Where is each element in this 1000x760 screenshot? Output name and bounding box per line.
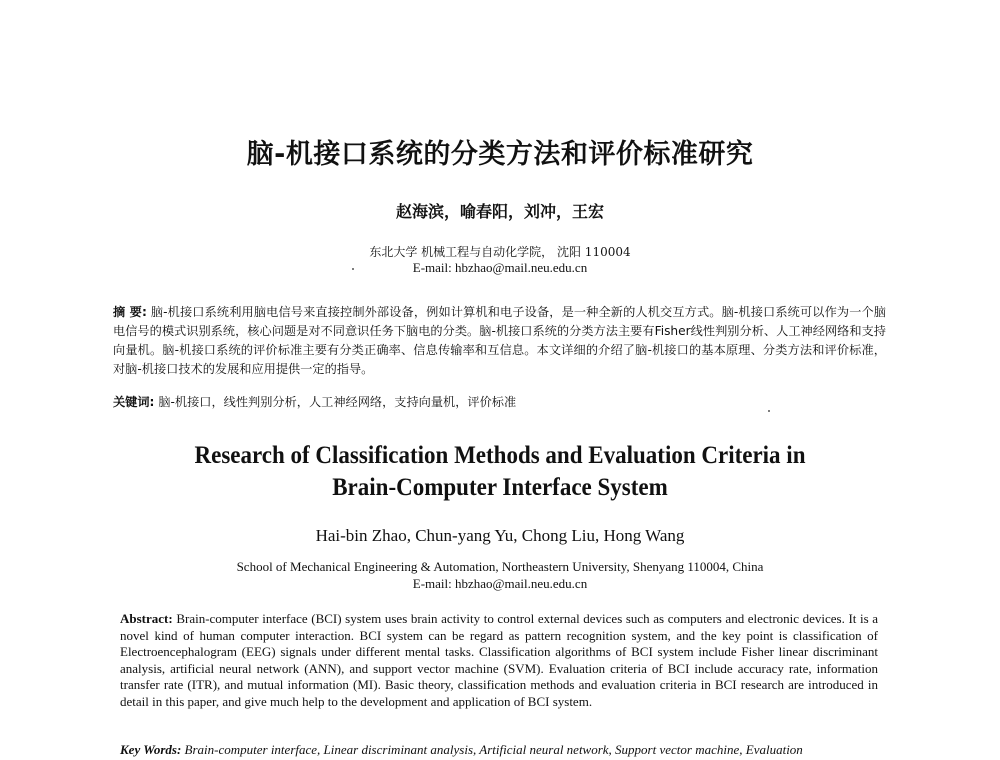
english-abstract-text: Brain-computer interface (BCI) system uses brain activity to control external devices such as computers and electronic devices. It is a novel kind of human computer interaction. BCI system can be regard as pattern recognition system, and the key point is classification of Electroencephalogram (EEG) signals under different mental tasks. Classification algorithms of BCI system include Fisher linear discriminant analysis, artificial neural network (ANN), and support vector machine (SVM). Evaluation criteria of BCI include accuracy rate, information transfer rate (ITR), and mutual information (MI). Basic theory, classification methods and evaluation criteria in BCI research are introduced in detail in this paper, and give much help to the development and application of BCI system. <box>120 611 878 709</box>
chinese-keywords-label: 关键词: <box>113 395 155 409</box>
english-email: E-mail: hbzhao@mail.neu.edu.cn <box>412 576 588 591</box>
chinese-authors: 赵海滨，喻春阳，刘冲，王宏 <box>395 202 604 221</box>
english-keywords-text: Brain-computer interface, Linear discriminant analysis, Artificial neural network, Support vector machine, Evaluation <box>184 742 803 757</box>
english-title-line-1: Research of Classification Methods and Evaluation Criteria in <box>194 442 806 469</box>
chinese-abstract-label: 摘 要: <box>113 305 147 319</box>
english-title-line-2: Brain-Computer Interface System <box>332 474 668 501</box>
chinese-abstract-text: 脑-机接口系统利用脑电信号来直接控制外部设备，例如计算机和电子设备，是一种全新的人机交互方式。脑-机接口系统可以作为一个脑电信号的模式识别系统，核心问题是对不同意识任务下脑电的分类。脑-机接口系统的分类方法主要有Fisher线性判别分析、人工神经网络和支持向量机。脑-机接口系统的评价标准主要有分类正确率、信息传输率和互信息。本文详细的介绍了脑-机接口的基本原理、分类方法和评价标准，对脑-机接口技术的发展和应用提供一定的指导。 <box>113 305 886 376</box>
chinese-affiliation: 东北大学 机械工程与自动化学院， 沈阳 110004 <box>369 245 631 259</box>
english-title <box>40 440 960 504</box>
english-affiliation: School of Mechanical Engineering & Automation, Northeastern University, Shenyang 110004, China <box>236 559 764 574</box>
chinese-email: E-mail: hbzhao@mail.neu.edu.cn <box>412 260 588 275</box>
chinese-title: 脑-机接口系统的分类方法和评价标准研究 <box>246 139 754 170</box>
english-abstract-label: Abstract: <box>120 611 173 626</box>
scan-artifact-dot <box>768 410 770 412</box>
english-keywords <box>120 742 880 758</box>
english-authors: Hai-bin Zhao, Chun-yang Yu, Chong Liu, Hong Wang <box>315 526 685 545</box>
chinese-keywords <box>113 393 886 410</box>
chinese-keywords-text: 脑-机接口，线性判别分析，人工神经网络，支持向量机，评价标准 <box>158 395 517 409</box>
english-abstract <box>120 611 878 711</box>
chinese-abstract <box>113 303 886 379</box>
english-keywords-label: Key Words: <box>120 742 182 757</box>
